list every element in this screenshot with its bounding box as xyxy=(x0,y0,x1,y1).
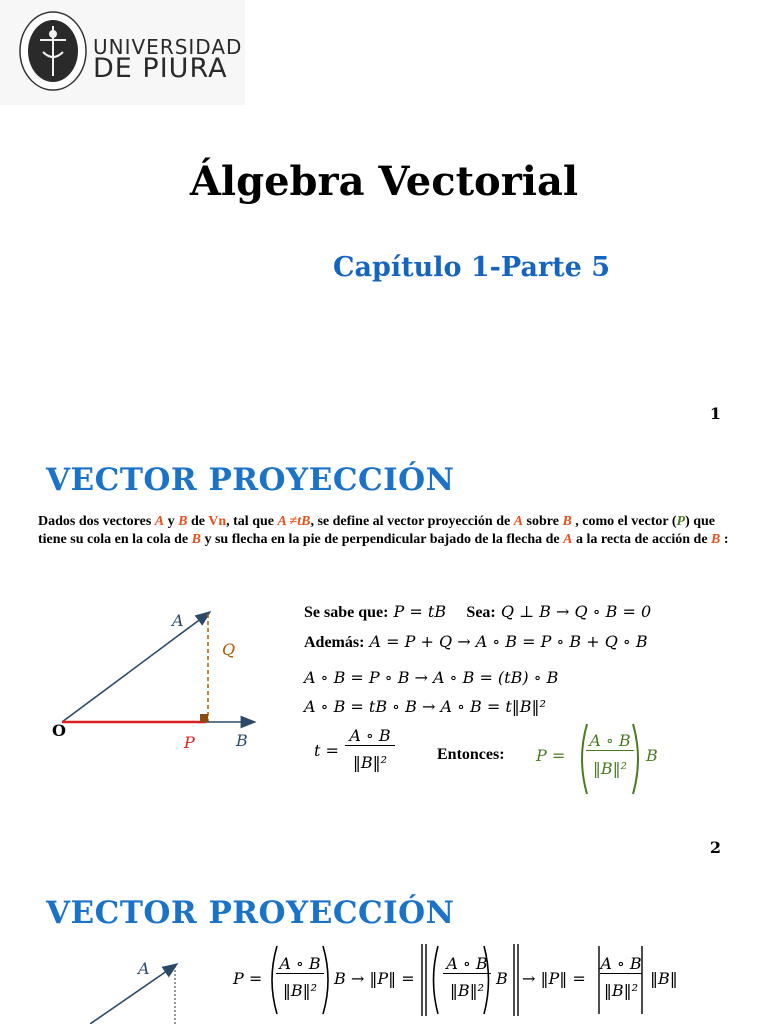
equation-p-tail: B xyxy=(646,746,658,765)
vector-a-arrow-2 xyxy=(90,964,177,1024)
slide3-frac-num: A ∘ B xyxy=(276,954,324,974)
equation-p-lhs: P = xyxy=(536,746,566,765)
equation-se-sabe: Se sabe que: P = tB Sea: Q ⊥ B → Q ∘ B = 0 xyxy=(304,602,652,621)
equation-t-lhs: t = xyxy=(314,741,339,760)
equation-line3: A ∘ B = P ∘ B → A ∘ B = (tB) ∘ B xyxy=(304,668,559,687)
section-heading-2: VECTOR PROYECCIÓN xyxy=(46,895,455,931)
slide-subtitle: Capítulo 1-Parte 5 xyxy=(333,252,611,283)
label-a: A xyxy=(172,611,184,630)
university-name-line1: UNIVERSIDAD xyxy=(93,35,243,59)
university-name-line2: DE PIURA xyxy=(93,53,228,84)
equation-ademas: Además: A = P + Q → A ∘ B = P ∘ B + Q ∘ B xyxy=(304,632,648,651)
slide3-frac-den: ‖B‖² xyxy=(282,981,318,1000)
equation-t-numerator: A ∘ B xyxy=(345,726,395,746)
right-angle-mark xyxy=(200,714,208,722)
vector-b-label: B xyxy=(178,514,188,529)
entonces-label: Entonces: xyxy=(437,746,505,763)
vector-p-label: P xyxy=(676,514,686,529)
vector-a-label: A xyxy=(154,514,165,529)
slide3-norm-bars xyxy=(418,940,528,1020)
slide3-eq-part1: P = xyxy=(233,969,263,988)
projection-diagram-2 xyxy=(90,952,200,1024)
vector-a-arrow xyxy=(62,612,210,722)
slide3-eq-part4: → ‖P‖ = xyxy=(522,969,586,988)
vn-label: Vn xyxy=(208,514,227,529)
slide3-frac-num-3: A ∘ B xyxy=(600,954,642,973)
slide3-frac-den-2: ‖B‖² xyxy=(449,981,485,1000)
label-o: O xyxy=(52,721,66,740)
slide3-frac-num-2: A ∘ B xyxy=(443,954,491,974)
slide3-eq-part3: B xyxy=(496,969,508,988)
label-a-2: A xyxy=(138,959,150,978)
equation-line4: A ∘ B = tB ∘ B → A ∘ B = t‖B‖² xyxy=(304,697,546,716)
university-seal-icon xyxy=(18,10,88,92)
condition-label: A ≠tB xyxy=(277,514,311,529)
slide3-frac-den-3: ‖B‖² xyxy=(603,981,639,1000)
slide-title: Álgebra Vectorial xyxy=(189,158,579,205)
page-number: 1 xyxy=(709,404,721,423)
university-logo xyxy=(0,0,245,105)
label-b: B xyxy=(236,731,248,750)
section-heading: VECTOR PROYECCIÓN xyxy=(46,462,455,498)
slide3-eq-part2: B → ‖P‖ = xyxy=(334,969,415,988)
label-q: Q xyxy=(222,640,236,659)
label-p: P xyxy=(184,733,195,752)
page-number-2: 2 xyxy=(709,838,721,857)
projection-diagram xyxy=(50,600,270,760)
intro-paragraph: Dados dos vectores A y B de Vn, tal que A ≠tB, se define al vector proyección de A sobre B , como el vector (P) que tiene su cola en la cola de B y su flecha en la pie de perpendicular bajado de la flecha de A a la recta de acción de B : xyxy=(38,514,729,547)
equation-p-denominator: ‖B‖² xyxy=(592,759,628,778)
equation-t-denominator: ‖B‖² xyxy=(352,753,388,772)
slide3-eq-part5: ‖B‖ xyxy=(650,969,678,988)
equation-p-numerator: A ∘ B xyxy=(586,731,634,751)
